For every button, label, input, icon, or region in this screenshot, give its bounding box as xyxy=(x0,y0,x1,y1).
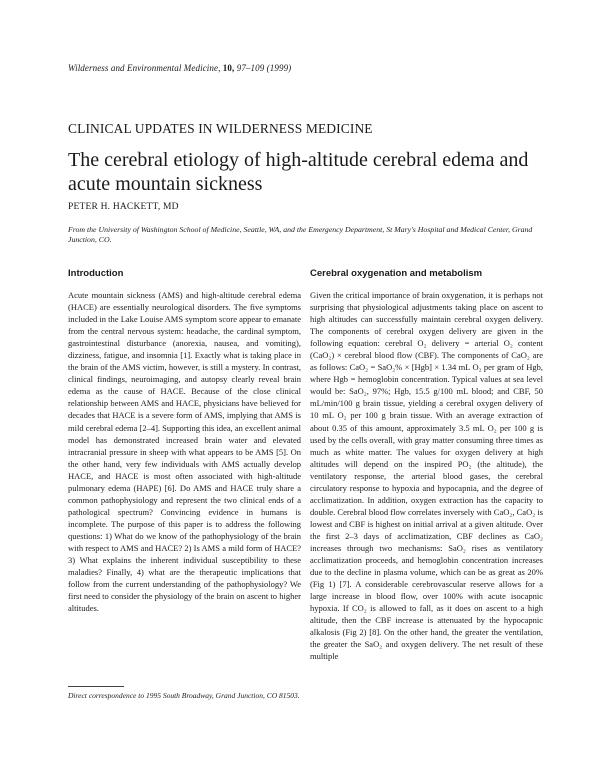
footnote-divider xyxy=(68,686,124,687)
left-column xyxy=(68,268,301,614)
correspondence-footnote: Direct correspondence to 1995 South Broadway, Grand Junction, CO 81503. xyxy=(68,691,300,700)
section-title: CLINICAL UPDATES IN WILDERNESS MEDICINE xyxy=(68,121,373,136)
introduction-heading: Introduction xyxy=(68,268,124,279)
author-line: PETER H. HACKETT, MD xyxy=(68,202,179,212)
journal-name: Wilderness and Environmental Medicine, xyxy=(68,63,221,73)
oxygenation-paragraph: Given the critical importance of brain oxygenation, it is perhaps not surprising that physiological adjustments taking place on ascent to high altitudes can successfully maintain cerebral oxygen delivery. The components of cerebral oxygen delivery are given in the following equation: cerebral O₂ delivery = arterial O₂ content (CaO₂) × cerebral blood flow (CBF). The components of CaO₂ are as follows: CaO₂ = SaO₂% × [Hgb] × 1.34 mL O₂ per gram of Hgb, where Hgb = hemoglobin concentration. Typical values at sea level would be: SaO₂, 97%; Hgb, 15.5 g/100 mL blood; and CBF, 50 mL/min/100 g brain tissue, yielding a cerebral oxygen delivery of 10 mL O₂ per 100 g brain tissue. With an average extraction of about 0.35 of this amount, approximately 3.5 mL O₂ per 100 g is used by the cells overall, with gray matter consuming three times as much as white matter. The values for oxygen delivery at high altitudes will depend on the inspired PO₂ (the altitude), the ventilatory response, the arterial blood gases, the cerebral circulatory response to hypoxia and hypocapnia, and the degree of acclimatization. In addition, oxygen extraction has the capacity to double. Cerebral blood flow correlates inversely with CaO₂, CaO₂ is lowest and CBF is highest on initial arrival at a given altitude. Over the first 2–3 days of acclimatization, CBF declines as CaO₂ increases through two mechanisms: SaO₂ rises as ventilatory acclimatization proceeds, and hemoglobin concentration increases due to the decline in plasma volume, which can be as great as 20% (Fig 1) [7]. A considerable cerebrovascular reserve allows for a large increase in blood flow, over 100% with acute isocapnic hypoxia. If CO₂ is allowed to fall, as it does on ascent to a high altitude, then the CBF increase is attenuated by the hypocapnic alkalosis (Fig 2) [8]. On the other hand, the greater the ventilation, the greater the SaO₂ and oxygen delivery. The net result of these multiple xyxy=(310,290,543,662)
journal-volume: 10, xyxy=(222,63,235,73)
running-header xyxy=(68,63,291,73)
introduction-paragraph: Acute mountain sickness (AMS) and high-altitude cerebral edema (HACE) are essentially neurological disorders. The five symptoms included in the Lake Louise AMS symptom score appear to emanate from the central nervous system: headache, the cardinal symptom, gastrointestinal disturbance (anorexia, nausea, and vomiting), dizziness, fatigue, and insomnia [1]. Exactly what is taking place in the brain of the AMS victim, however, is still a mystery. In contrast, clinical findings, neuroimaging, and autopsy clearly reveal brain edema as the cause of HACE. Because of the close clinical relationship between AMS and HACE, physicians have believed for decades that HACE is a severe form of AMS, implying that AMS is mild cerebral edema [2–4]. Supporting this idea, an excellent animal model has demonstrated increased brain water and elevated intracranial pressure in sheep with what appears to be AMS [5]. On the other hand, very few individuals with AMS actually develop HACE, and HACE is most often associated with high-altitude pulmonary edema (HAPE) [6]. Do AMS and HACE truly share a common pathophysiology and represent the two clinical ends of a pathological spectrum? Convincing evidence in humans is incomplete. The purpose of this paper is to address the following questions: 1) What do we know of the pathophysiology of the brain with respect to AMS and HACE? 2) Is AMS a mild form of HACE? 3) What explains the inherent individual susceptibility to these maladies? Finally, 4) what are the therapeutic implications that follow from the current understanding of the pathophysiology? We first need to consider the physiology of the brain on ascent to higher altitudes. xyxy=(68,290,301,614)
article-title: The cerebral etiology of high-altitude cerebral edema and acute mountain sickness xyxy=(68,149,529,195)
author-affiliation: From the University of Washington School of Medicine, Seattle, WA, and the Emergency Department, St Mary's Hospital and Medical Center, Grand Junction, CO. xyxy=(68,225,533,244)
journal-pages-year: 97–109 (1999) xyxy=(236,63,292,73)
oxygenation-heading: Cerebral oxygenation and metabolism xyxy=(310,268,483,279)
right-column xyxy=(310,268,543,662)
